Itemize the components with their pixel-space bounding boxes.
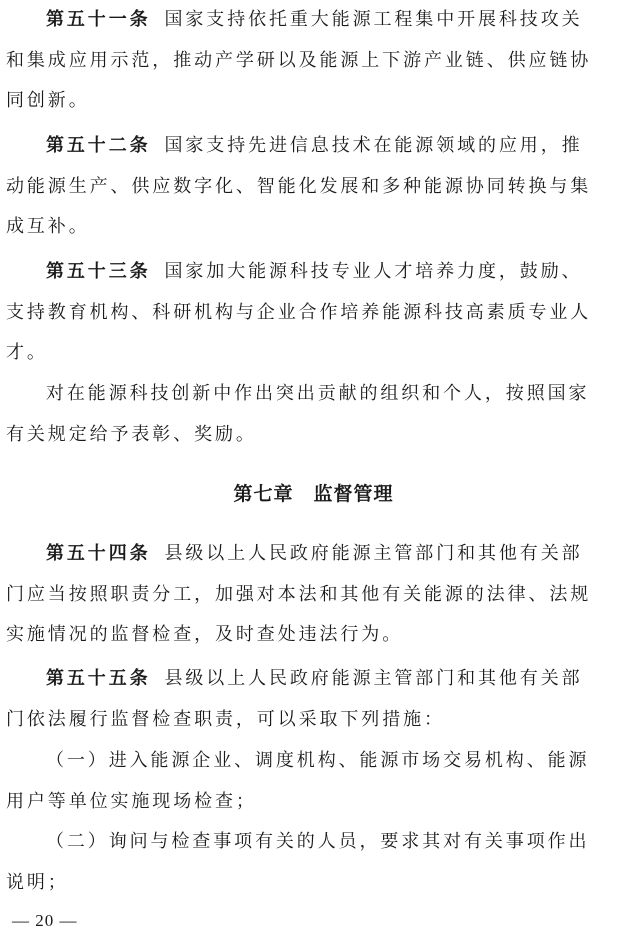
paragraph-line: （一）进入能源企业、调度机构、能源市场交易机构、能源 xyxy=(46,750,590,771)
paragraph-line: 支持教育机构、科研机构与企业合作培养能源科技高素质专业人 xyxy=(6,301,592,323)
paragraph-line: 国家加大能源科技专业人才培养力度，鼓励、 xyxy=(164,261,583,282)
article-54-paragraph xyxy=(0,534,627,656)
article-53-continuation xyxy=(0,374,627,455)
paragraph-line: 同创新。 xyxy=(6,90,90,111)
article-51-heading: 第五十一条 xyxy=(46,9,151,30)
paragraph-line: 才。 xyxy=(6,342,48,363)
article-51-paragraph xyxy=(0,0,627,122)
paragraph-line: 和集成应用示范，推动产学研以及能源上下游产业链、供应链协 xyxy=(6,49,592,71)
chapter-heading xyxy=(0,474,627,514)
measure-item-1 xyxy=(0,741,627,822)
paragraph-line: 国家支持依托重大能源工程集中开展科技攻关 xyxy=(164,9,583,30)
chapter-number: 第七章 xyxy=(233,483,294,505)
measure-item-2 xyxy=(0,822,627,903)
paragraph-line: 成互补。 xyxy=(6,216,90,237)
article-55-paragraph xyxy=(0,659,627,740)
chapter-title: 监督管理 xyxy=(313,483,394,505)
paragraph-line: 门应当按照职责分工，加强对本法和其他有关能源的法律、法规 xyxy=(6,583,592,605)
article-52-paragraph xyxy=(0,126,627,248)
article-55-heading: 第五十五条 xyxy=(46,668,151,689)
paragraph-line: 县级以上人民政府能源主管部门和其他有关部 xyxy=(164,543,583,564)
paragraph-line: 门依法履行监督检查职责，可以采取下列措施： xyxy=(6,708,445,730)
paragraph-line: 有关规定给予表彰、奖励。 xyxy=(6,423,257,445)
article-53-paragraph xyxy=(0,252,627,374)
article-52-heading: 第五十二条 xyxy=(46,135,151,156)
paragraph-line: 实施情况的监督检查，及时查处违法行为。 xyxy=(6,624,404,645)
paragraph-line: 用户等单位实施现场检查； xyxy=(6,790,257,812)
paragraph-line: 国家支持先进信息技术在能源领域的应用，推 xyxy=(164,135,583,156)
paragraph-line: 动能源生产、供应数字化、智能化发展和多种能源协同转换与集 xyxy=(6,175,592,197)
article-54-heading: 第五十四条 xyxy=(46,543,151,564)
paragraph-line: （二）询问与检查事项有关的人员，要求其对有关事项作出 xyxy=(46,831,590,852)
paragraph-line: 说明； xyxy=(6,871,69,893)
article-53-heading: 第五十三条 xyxy=(46,261,151,282)
paragraph-line: 对在能源科技创新中作出突出贡献的组织和个人，按照国家 xyxy=(46,383,590,404)
paragraph-line: 县级以上人民政府能源主管部门和其他有关部 xyxy=(164,668,583,689)
page-number: — 20 — xyxy=(12,911,78,930)
